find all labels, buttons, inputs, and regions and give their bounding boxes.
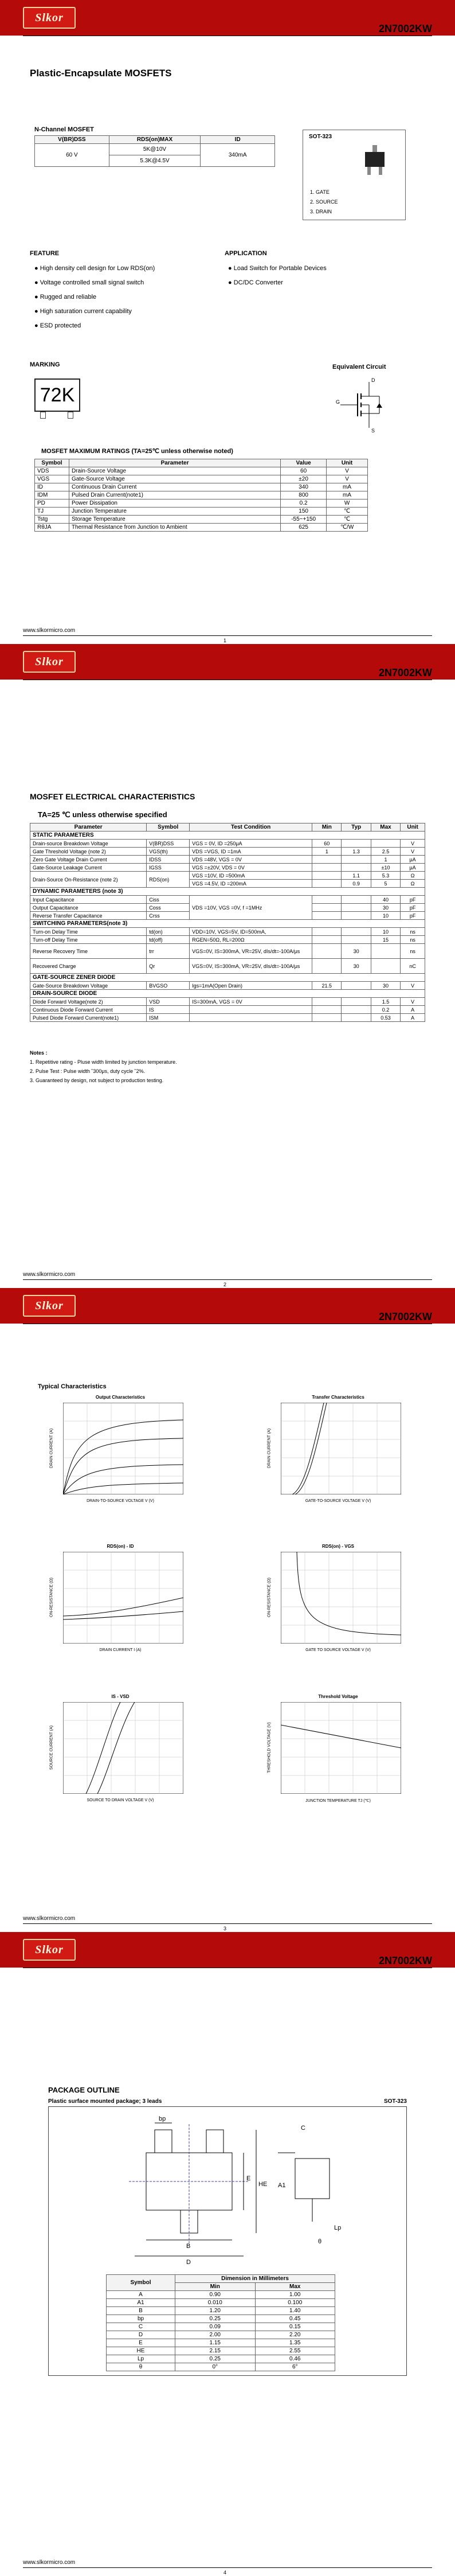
- table-row: Gate Threshold Voltage (note 2) VGS(th) VDS =VGS, ID =1mA 1 1.3 2.5 V: [30, 848, 425, 856]
- part-number: 2N7002KW: [378, 1955, 432, 1966]
- mosfet-symbol-icon: [335, 376, 398, 434]
- svg-text:B: B: [186, 2243, 191, 2250]
- sum-vbr: 60 V: [35, 144, 109, 167]
- table-row: Reverse Transfer Capacitance Crss 10 pF: [30, 912, 425, 920]
- svg-text:S: S: [371, 428, 375, 434]
- part-number: 2N7002KW: [378, 1311, 432, 1322]
- table-row: HE 2.15 2.55: [107, 2347, 335, 2355]
- app-item: ● Load Switch for Portable Devices: [228, 265, 327, 272]
- brand-logo: Slkor: [23, 1939, 76, 1961]
- table-row: VGS =4.5V, ID =200mA 0.9 5 Ω: [30, 880, 425, 888]
- sum-rds2: 5.3K@4.5V: [109, 155, 201, 167]
- graph-rds-vgs-plot: [281, 1552, 401, 1644]
- graph-transfer-plot: [281, 1403, 401, 1494]
- pin-gate: 1. GATE: [310, 189, 330, 195]
- package-box: [303, 130, 406, 220]
- sum-h-vbr: V(BR)DSS: [35, 136, 109, 144]
- sum-id: 340mA: [201, 144, 275, 167]
- table-row: Drain-Source On-Resistance (note 2) RDS(on) VGS =10V, ID =500mA 1.1 5.3 Ω: [30, 872, 425, 880]
- table-row: IDM Pulsed Drain Current(note1) 800 mA: [35, 491, 368, 499]
- table-row: VDS Drain-Source Voltage 60 V: [35, 467, 368, 475]
- feature-item: ● Voltage controlled small signal switch: [34, 279, 144, 286]
- package-outline-title: PACKAGE OUTLINE: [48, 2086, 120, 2094]
- marking-diagram: [34, 378, 80, 419]
- graph-rds-vgs: RDS(on) - VGS GATE TO SOURCE VOLTAGE V (V) ON-RESISTANCE (Ω): [269, 1544, 407, 1658]
- notes: Notes : 1. Repetitive rating ‑ Pluse width limited by junction temperature. 2. Pulse Test : Pulse width ˘300μs, duty cycle ˘2%. 3. Guaranteed by design, not subject to production testing.: [30, 1050, 177, 1083]
- elec-subtitle: TA=25 ℃ unless otherwise specified: [38, 810, 167, 819]
- page-2: [0, 644, 455, 1288]
- table-row: θ 0° 6°: [107, 2363, 335, 2371]
- table-row: PD Power Dissipation 0.2 W: [35, 499, 368, 508]
- outline-frame: [48, 2106, 407, 2376]
- svg-text:θ: θ: [318, 2238, 322, 2245]
- graph-is-vsd-plot: [63, 1702, 183, 1794]
- table-row: Zero Gate Voltage Drain Current IDSS VDS =48V, VGS = 0V 1 μA: [30, 856, 425, 864]
- table-row: Pulsed Diode Forward Current(note1) ISM 0.53 A: [30, 1014, 425, 1022]
- page-3: [0, 1288, 455, 1932]
- svg-text:bp: bp: [159, 2116, 166, 2122]
- svg-text:HE: HE: [258, 2181, 268, 2188]
- feature-list: [34, 261, 155, 333]
- table-row: Drain-source Breakdown Voltage V(BR)DSS VGS = 0V, ID =250μA 60 V: [30, 840, 425, 848]
- footer-url[interactable]: www.slkormicro.com: [23, 1915, 76, 1922]
- svg-text:D: D: [371, 377, 375, 383]
- table-row: Tstg Storage Temperature -55~+150 ℃: [35, 516, 368, 524]
- footer-url[interactable]: www.slkormicro.com: [23, 1271, 76, 1278]
- sot323-icon: [355, 144, 395, 178]
- svg-text:Lp: Lp: [334, 2224, 342, 2231]
- table-row: D 2.00 2.20: [107, 2331, 335, 2339]
- feature-item: ● Rugged and reliable: [34, 294, 97, 300]
- part-number: 2N7002KW: [378, 667, 432, 678]
- typical-title: Typical Characteristics: [38, 1383, 107, 1390]
- graph-threshold-plot: [281, 1702, 401, 1794]
- max-ratings-table: Symbol Parameter Value Unit VDS Drain-Source Voltage 60 V VGS Gate-Source Voltage ±20 V ID Continuous Drain Current 340 mA IDM Pulsed Drain Current(note1) 800 mA PD Power Dissipation 0.2 W TJ Junction Temperature 150 ℃ Tstg Storage Temperature -55~+150 ℃ RθJA Thermal Resistance from Junction to Ambient 625 ℃/W: [34, 459, 368, 532]
- package-title: SOT-323: [309, 134, 332, 140]
- table-row: Turn-on Delay Time td(on) VDD=10V, VGS=5V, ID=500mA, 10 ns: [30, 928, 425, 936]
- section-diode: DRAIN-SOURCE DIODE: [30, 990, 425, 998]
- nch-title: N-Channel MOSFET: [34, 126, 94, 133]
- svg-text:D: D: [186, 2259, 191, 2266]
- table-row: Input Capacitance Ciss VDS =10V, VGS =0V, f =1MHz 40 pF: [30, 896, 425, 904]
- graph-rds-id-plot: [63, 1552, 183, 1644]
- sum-h-rds: RDS(on)MAX: [109, 136, 201, 144]
- table-row: Reverse Recovery Time trr VGS=0V, IS=300mA, VR=25V, dIs/dt=-100A/μs 30 ns: [30, 944, 425, 959]
- sum-rds1: 5K@10V: [109, 144, 201, 155]
- brand-logo: Slkor: [23, 7, 76, 29]
- package-sub-right: SOT-323: [383, 2098, 407, 2105]
- table-row: bp 0.25 0.45: [107, 2315, 335, 2323]
- page-4: [0, 1932, 455, 2576]
- package-outline-drawing: [106, 2113, 370, 2267]
- table-row: E 1.15 1.35: [107, 2339, 335, 2347]
- table-row: Turn-off Delay Time td(off) RGEN=50Ω, RL=200Ω 15 ns: [30, 936, 425, 944]
- table-row: VGS Gate-Source Voltage ±20 V: [35, 475, 368, 483]
- svg-text:A1: A1: [278, 2182, 286, 2189]
- page-number: 2: [223, 1282, 227, 1287]
- max-ratings-title: MOSFET MAXIMUM RATINGS (TA=25℃ unless otherwise noted): [41, 448, 233, 455]
- section-zener: GATE-SOURCE ZENER DIODE: [30, 974, 425, 982]
- app-title: APPLICATION: [225, 250, 267, 257]
- feature-title: FEATURE: [30, 250, 60, 257]
- table-row: Continuous Diode Forward Current IS 0.2 A: [30, 1006, 425, 1014]
- table-row: Lp 0.25 0.46: [107, 2355, 335, 2363]
- page-title: Plastic-Encapsulate MOSFETS: [30, 68, 172, 79]
- graph-rds-id: RDS(on) - ID DRAIN CURRENT I (A) ON-RESISTANCE (Ω): [52, 1544, 189, 1658]
- feature-item: ● High density cell design for Low RDS(on): [34, 265, 155, 272]
- graph-output-plot: [63, 1403, 183, 1494]
- table-row: C 0.09 0.15: [107, 2323, 335, 2331]
- page-number: 3: [223, 1926, 227, 1931]
- footer-url[interactable]: www.slkormicro.com: [23, 2559, 76, 2566]
- brand-logo: Slkor: [23, 1295, 76, 1317]
- marking-title: MARKING: [30, 361, 60, 368]
- elec-title: MOSFET ELECTRICAL CHARACTERISTICS: [30, 792, 195, 801]
- feature-item: ● High saturation current capability: [34, 308, 132, 315]
- table-row: RθJA Thermal Resistance from Junction to Ambient 625 ℃/W: [35, 524, 368, 532]
- table-row: TJ Junction Temperature 150 ℃: [35, 508, 368, 516]
- footer-url[interactable]: www.slkormicro.com: [23, 627, 76, 634]
- package-sub-left: Plastic surface mounted package; 3 leads: [48, 2098, 162, 2105]
- feature-item: ● ESD protected: [34, 322, 81, 329]
- part-number: 2N7002KW: [378, 23, 432, 34]
- page-1: [0, 0, 455, 644]
- brand-logo: Slkor: [23, 651, 76, 673]
- table-row: Recovered Charge Qr VGS=0V, IS=300mA, VR=25V, dIs/dt=-100A/μs 30 nC: [30, 959, 425, 974]
- table-row: A1 0.010 0.100: [107, 2299, 335, 2307]
- sum-h-id: ID: [201, 136, 275, 144]
- section-switching: SWITCHING PARAMETERS(note 3): [30, 920, 425, 928]
- graph-threshold: Threshold Voltage JUNCTION TEMPERATURE TJ (℃) THRESHOLD VOLTAGE (V): [269, 1694, 407, 1809]
- table-row: Gate-Source Leakage Current IGSS VGS =±20V, VDS = 0V ±10 μA: [30, 864, 425, 872]
- app-list: [228, 261, 327, 290]
- graph-transfer: Transfer Characteristics GATE-TO-SOURCE VOLTAGE V (V) DRAIN CURRENT (A): [269, 1395, 407, 1509]
- table-row: ID Continuous Drain Current 340 mA: [35, 483, 368, 491]
- eq-title: Equivalent Circuit: [332, 364, 386, 370]
- page-number: 4: [223, 2570, 227, 2575]
- dimension-table: Symbol Dimension in Millimeters Min Max A 0.90 1.00 A1 0.010 0.100 B 1.20 1.40 bp 0.25 0.45 C 0.09 0.15 D 2.00 2.20 E 1.15 1.35 HE 2.15 2.55 Lp 0.25 0.46 θ 0° 6°: [106, 2274, 335, 2371]
- section-static: STATIC PARAMETERS: [30, 832, 425, 840]
- pin-source: 2. SOURCE: [310, 199, 338, 205]
- table-row: Output Capacitance Coss 30 pF: [30, 904, 425, 912]
- table-row: B 1.20 1.40: [107, 2307, 335, 2315]
- table-row: Gate-Source Breakdown Voltage BVGSO Igs=1mA(Open Drain) 21.5 30 V: [30, 982, 425, 990]
- elec-table: Parameter Symbol Test Condition Min Typ Max Unit STATIC PARAMETERS Drain-source Breakdown Voltage V(BR)DSS VGS = 0V, ID =250μA 60 V Gate Threshold Voltage (note 2) VGS(th) VDS =VGS, ID =1mA 1 1.3 2.5 V Zero Gate Voltage Drain Current IDSS VDS =48V, VGS = 0V 1 μA Gate-Source Leakage Current IGSS VGS =±20V, VDS = 0V ±10 μA Drain-Source On-Resistance (note 2) RDS(on) VGS =10V, ID =500mA 1.1 5.3 Ω VGS =4.5V, ID =200mA 0.9 5 Ω DYNAMIC PARAMETERS (note 3) Input Capacitance Ciss VDS =10V, VGS =0V, f =1MHz 40 pF Output Capacitance Coss 30 pF Reverse Transfer Capacitance Crss 10 pF SWITCHING PARAMETERS(note 3) Turn-on Delay Time td(on) VDD=10V, VGS=5V, ID=500mA, 10 ns Turn-off Delay Time td(off) RGEN=50Ω, RL=200Ω 15 ns Reverse Recovery Time trr VGS=0V, IS=300mA, VR=25V, dIs/dt=-100A/μs 30 ns Recovered Charge Qr VGS=0V, IS=300mA, VR=25V, dIs/dt=-100A/μs 30 nC GATE-SOURCE ZENER DIODE Gate-Source Breakdown Voltage BVGSO Igs=1mA(Open Drain) 21.5 30 V DRAIN-SOURCE DIODE Diode Forward Voltage(note 2) VSD IS=300mA, VGS = 0V 1.5 V Continuous Diode Forward Current IS 0.2 A Pulsed Diode Forward Current(note1) ISM 0.53 A: [30, 823, 425, 1022]
- graph-is-vsd: IS - VSD SOURCE TO DRAIN VOLTAGE V (V) SOURCE CURRENT (A): [52, 1694, 189, 1809]
- svg-text:G: G: [336, 399, 340, 405]
- section-dynamic: DYNAMIC PARAMETERS (note 3): [30, 888, 425, 896]
- table-row: A 0.90 1.00: [107, 2291, 335, 2299]
- app-item: ● DC/DC Converter: [228, 279, 283, 286]
- svg-text:E: E: [246, 2175, 251, 2182]
- page-number: 1: [223, 638, 227, 643]
- marking-code: 72K: [34, 378, 80, 412]
- summary-table: [34, 135, 275, 167]
- graph-output: Output Characteristics DRAIN-TO-SOURCE VOLTAGE V (V) DRAIN CURRENT (A): [52, 1395, 189, 1509]
- svg-text:C: C: [301, 2125, 305, 2132]
- package-pins: [310, 188, 338, 217]
- pin-drain: 3. DRAIN: [310, 209, 332, 214]
- table-row: Diode Forward Voltage(note 2) VSD IS=300mA, VGS = 0V 1.5 V: [30, 998, 425, 1006]
